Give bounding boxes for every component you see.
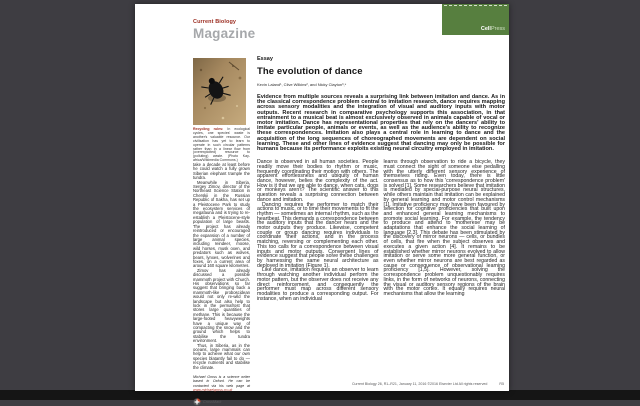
crossmark-label: CrossMark [203,399,222,404]
article-title: The evolution of dance [257,66,363,77]
body-paragraph: learns through observation to ride a bicycle, they must connect the sight of someone else pedalling with the utterly different sensory experience of themselves riding. Even today, there is little consensus as to how this 'correspondence problem' is solved [1]. Some researchers believe that imitation is mediated by special-purpose neural structures, while others maintain that imitation can be explained by general learning and motor control mechanisms [1]. Imitative proficiency may have been favoured by selection for cognitive proficiencies that built upon and enhanced general learning mechanisms to promote social learning. For example, the tendency to produce and attend to 'motherese' may be adaptations that enhance the social learning of language [2,3]. This debate has been stimulated by the discovery of mirror neurons — cells, or bundles of cells, that fire when the subject observes and executes a given action [4]. It remains to be established whether mirror neurons evolved to allow imitation or serve some more general function, or even whether mirror neurons are best regarded as cause or consequence of observational learning proficiency [1,5]. However, solving the correspondence problem unquestionably requires links, in the form of networks of neurons, connecting the visual or auditory sensory regions of the brain with the motor cortex. It equally requires neural mechanisms that allow the learning [383,159,505,297]
body-paragraph: Like dance, imitation requires an observer to learn through watching another individual perform the motor pattern, but the observer does not receive any direct reinforcement, and consequently the performer must map across different sensory modalities to produce a corresponding output. For instance, when an individual [257,267,379,302]
article-abstract: Evidence from multiple sources reveals a surprising link between imitation and dance. As in the classical correspondence problem central to imitation research, dance requires mapping across sensory modalities and the integration of visual and auditory inputs with motor outputs. Recent research in comparative psychology supports this association, in that entrainment to a musical beat is almost exclusively observed in animals capable of vocal or motor imitation. Dance has representational properties that rely on the dancers' ability to imitate particular people, animals or events, as well as the audience's ability to recognize these correspondences. Imitation also plays a central role in learning to dance and the acquisition of the long sequences of choreographed movements are dependent on social learning. These and other lines of evidence suggest that dancing may only be possible for humans because its performance exploits existing neural circuitry employed in imitation. [257,94,505,153]
body-column-2 [384,160,506,301]
credit-text: Michael Gross is a science writer based in Oxford. He can be contacted via his web page at [193,375,250,388]
masthead [193,19,255,41]
journal-name: Current Biology [193,19,237,25]
cell-wordmark: Cell [480,26,491,32]
crossmark-badge[interactable] [193,398,250,406]
author-credit [193,375,250,392]
body-columns [257,160,505,301]
photo-caption [193,128,250,163]
author-website-link[interactable]: www.michaelgross.co.uk [193,387,233,392]
article-authors: Kevin Laland¹, Clive Wilkins², and Nicky Clayton³,* [257,82,347,87]
caption-text: In ecological cycles, one species' waste is another's valuable resource. Our civilisation has yet to learn to operate in such circular patterns rather than in a linear flow from (overexploited) resource to (polluting) waste. (Photo Kay-africa/Wikimedia Commons.) [193,127,250,163]
crossmark-icon [193,398,201,406]
body-column-1 [257,160,379,301]
perforation-line [444,5,507,6]
footer-citation: Current Biology 26, R1–R21, January 11, 2016 ©2016 Elsevier Ltd All rights reserved [351,382,488,386]
caption-lead: Recycling rules: [193,127,224,131]
article-kicker: Essay [257,56,273,62]
body-paragraph: Dance is observed in all human societies. People readily move their bodies to rhythm or music, frequently coordinating their motion with others. The apparent effortlessness and ubiquity of human dance, however, belies the complexity of the act. How is it that we are able to dance, when cats, dogs or monkeys aren't? The scientific answer to this question reveals a surprising connection between dance and imitation. [257,159,379,203]
press-wordmark: Press [490,26,505,32]
page-footer [257,382,504,386]
left-paragraph: take a decade at least before he could watch a fully grown Siberian elephant trample the tundra. [193,162,250,181]
left-paragraph: Meanwhile in Siberia, Sergey Zimov, director of the Northeast Science Station in Cherskii in the Russian Republic of Sakha, has set up a Pleistocene Park to study the ecosystem services of megafauna and is trying to re-establish a Pleistocene-style population of large beasts. The project has already reintroduced or encouraged the expansion of a number of large animal species, including reindeer, moose, wild horses, musk oxen, and predators such as wolves, bears, lynxes, wolverines and foxes, on a current area of around 160 square kilometres. [193,179,250,269]
dung-beetle-photo [193,58,246,125]
footer-page-number: R5 [499,382,504,386]
left-paragraph: Thus, in Siberia, as in the oceans, large mammals can help to achieve what our own species blatantly fail to do — recycle nutrients and stabilise the climate. [193,342,250,370]
journal-page [135,4,509,404]
cellpress-logo [442,4,509,35]
body-paragraph: Dancing requires the performer to match their actions to music, or to time their movements to fit the rhythm — sometimes an internal rhythm, such as the heartbeat. This demands a correspondence between the auditory inputs that the dancer hears and the motor outputs they produce. Likewise, competent couple or group dancing requires individuals to coordinate their actions, and in the process matching, reversing or complementing each other. This too calls for a correspondence between visual inputs and motor outputs. Convergent lines of evidence suggest that people solve these challenges by harnessing the same neural architecture as deployed in imitation (Figure 1). [257,201,379,269]
essay-article [257,56,505,301]
left-column-article [193,163,250,406]
cellpress-wordmark [481,26,505,32]
section-title: Magazine [193,26,256,41]
left-paragraph: Zimov has already discussed a possible mammoth project with Church. His observations so far suggest that bringing back a mammoth-like proboscidean would not only re-wild the landscape but also help to lock in the permafrost that stores large quantities of methane. This is because the large-footed heavyweights have a unique way of compacting the snow and the ground which helps to stabilise the tundra environment. [193,267,250,344]
